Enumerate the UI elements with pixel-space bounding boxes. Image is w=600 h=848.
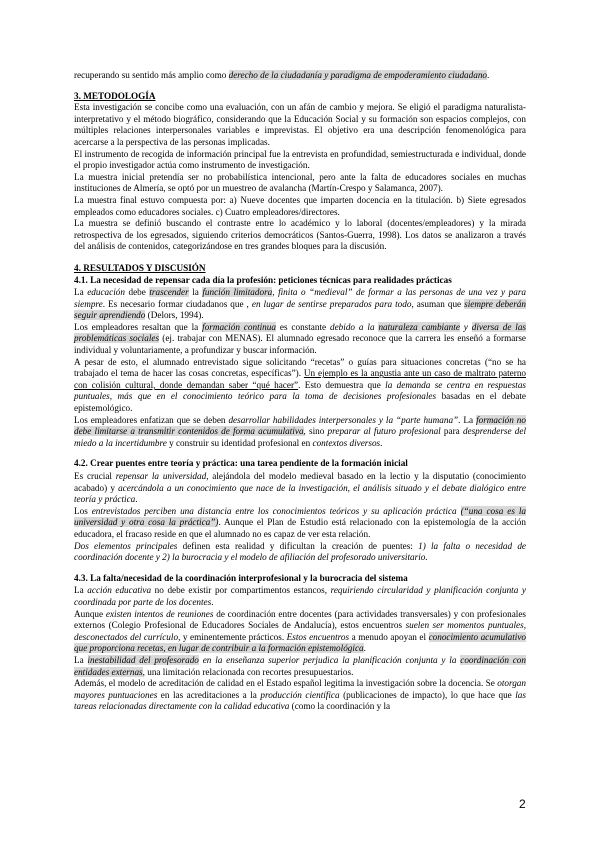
text-run: las tareas relacionadas directamente con la calidad educativa <box>74 689 526 712</box>
text-run: Los empleadores enfatizan que se deben <box>74 414 229 425</box>
text-run: para <box>440 426 463 437</box>
text-run: producción científica <box>260 689 340 700</box>
text-run: . <box>380 437 383 448</box>
text-run: desprenderse del miedo a la incertidumbre <box>74 426 526 448</box>
text-run: La <box>74 287 88 298</box>
paragraph: La muestra inicial pretendía ser no probabilística intencional, pero ante la falta de educadores sociales en muchas instituciones de Almería, se optó por un muestreo de avalancha (Martín-Crespo y Salamanca, 2007). <box>74 171 526 194</box>
text-run: Un ejemplo es la angustia ante un caso de maltrato paterno con colisión cultural, donde demandan saber “qué hacer” <box>74 368 527 390</box>
text-run: , sino <box>303 426 328 437</box>
text-run: Los <box>74 505 92 516</box>
text-run: otorgan mayores puntuaciones <box>74 678 526 700</box>
text-run: existen intentos de reuniones <box>105 608 214 619</box>
text-run: debido a la <box>330 321 379 332</box>
paragraph <box>74 609 526 655</box>
text-run: en las acreditaciones a la <box>157 689 261 700</box>
text-run: preparar al futuro profesional <box>327 426 441 437</box>
text-run: . Aunque el Plan de Estudio está relacionado con la epistemología de la acción educadora, el fracaso reside en que el alumnado no es capaz de ver esta relación. <box>74 517 526 539</box>
text-run: (como la coordinación y la <box>289 701 391 712</box>
paragraph: La muestra se definió buscando el contraste entre lo académico y lo laboral (docentes/empleadores) y la mirada retrospectiva de los egresados, siguiendo criterios democráticos (Santos-Guerra, 1998). Los datos se analizaron a través del análisis de contenidos, categorizándose en tres grandes bloques para la discusión. <box>74 218 526 252</box>
subsection-heading-4-2: 4.2. Crear puentes entre teoría y práctica: una tarea pendiente de la formación inicial <box>74 458 408 469</box>
paragraph <box>74 585 526 608</box>
text-run: entrevistados perciben una distancia entre los conocimientos teóricos y su aplicación práctica <box>91 505 461 516</box>
text-run: y <box>459 321 472 332</box>
text-run: educación <box>87 287 125 298</box>
text-run: la demanda se centra en respuestas puntuales, más que en el conocimiento teórico para la toma de decisiones profesionales <box>74 379 526 402</box>
text-run: trascender <box>149 287 189 298</box>
subsection-heading-4-1: 4.1. La necesidad de repensar cada día la profesión: peticiones técnicas para realidades prácticas <box>74 274 452 285</box>
text-run: coordinación con entidades externas <box>74 654 526 677</box>
text-run: siempre deberán seguir aprendiendo <box>74 298 526 321</box>
text-run: desarrollar habilidades interpersonales y la “parte humana” <box>228 414 459 425</box>
text-run: Aunque <box>74 608 106 619</box>
text-run: acercándola a un conocimiento que nace de la investigación, el análisis situado y el debate dialógico entre teoría y práctica <box>74 482 526 505</box>
text-run: (publicaciones de impacto), lo que hace que <box>339 689 516 700</box>
text-run: , asuman que <box>411 298 465 309</box>
text-run: . <box>211 596 214 607</box>
text-run: es constante <box>275 321 330 332</box>
text-run: A pesar de esto, el alumnado entrevistado sigue solicitando “recetas” o guías para situaciones concretas (“no se ha trabajado el tema de hacer las cosas concretas, específicas”). <box>74 356 526 379</box>
paragraph <box>74 287 526 322</box>
text-run: , alejándola del modelo medieval basado en la lectio y la disputatio (conocimiento acabado) y <box>74 471 526 493</box>
text-run: definen esta realidad y dificultan la creación de puentes: <box>177 540 419 551</box>
section-heading-resultados: 4. RESULTADOS Y DISCUSIÓN <box>74 262 206 273</box>
document-body <box>74 70 526 713</box>
paragraph: La muestra final estuvo compuesta por: a) Nueve docentes que imparten docencia en la titulación. b) Siete egresados empleados como educadores sociales. c) Cuatro empleadores/directores. <box>74 194 526 217</box>
text-run: no debe existir por compartimentos estancos, <box>151 585 331 596</box>
text-run: en la enseñanza superior perjudica la planificación conjunta y la <box>198 654 461 665</box>
text-run: , y eminentemente prácticos. <box>178 631 287 642</box>
paragraph <box>74 506 526 541</box>
text-run: de coordinación entre docentes (para actividades transversales) y con profesionales externos (Colegio Profesional de Educadores Sociales de Andalucía), estos encuentros <box>74 608 527 631</box>
text-run: Dos elementos principales <box>74 540 178 551</box>
paragraph <box>74 655 526 678</box>
text-run: diversa de las problemáticas sociales <box>74 321 527 344</box>
text-run: contextos diversos <box>312 437 381 448</box>
paragraph: El instrumento de recogida de información principal fue la entrevista en profundidad, semiestructurada e individual, donde el propio investigador actúa como instrumento de investigación. <box>74 148 526 171</box>
text-run: Además, el modelo de acreditación de calidad en el Estado español legitima la investigación sobre la docencia. Se <box>74 678 498 689</box>
text-run: . Esto demuestra que <box>298 379 386 390</box>
text-run: , una limitación relacionada con recortes presupuestarios. <box>142 666 354 677</box>
text-run: . Es necesario formar ciudadanos que , <box>102 298 252 309</box>
text-run: debe <box>124 287 150 298</box>
paragraph <box>74 471 526 506</box>
text-run: La <box>74 654 88 665</box>
text-run: Es crucial <box>74 471 116 481</box>
text-run: y construir su identidad profesional en <box>166 437 313 448</box>
paragraph <box>74 678 526 713</box>
text-run: naturaleza cambiante <box>378 321 460 332</box>
subsection-heading-4-3: 4.3. La falta/necesidad de la coordinación interprofesional y la burocracia del sistema <box>74 572 408 583</box>
text-run: La <box>74 585 88 596</box>
text-run: suelen ser momentos puntuales, desconectados del currículo <box>74 620 526 642</box>
page-number: 2 <box>519 797 526 811</box>
paragraph <box>74 415 526 450</box>
text-run: formación continua <box>202 321 276 332</box>
paragraph <box>74 322 526 357</box>
text-run: (“una cosa es la universidad y otra cosa la práctica”) <box>74 505 527 528</box>
text-run: en lugar de sentirse preparados para todo <box>251 298 412 309</box>
text-run: Estos encuentros <box>286 631 350 642</box>
text-run: repensar la universidad <box>115 471 207 481</box>
section-heading-metodologia: 3. METODOLOGÍA <box>74 90 156 101</box>
paragraph <box>74 357 526 415</box>
text-run: función limitadora <box>202 287 273 298</box>
paragraph: Esta investigación se concibe como una evaluación, con un afán de cambio y mejora. Se eligió el paradigma naturalista-interpretativo y el método biográfico, considerando que la Educación Social y su formación son espacios complejos, con múltiples relaciones interpersonales variables e imprevistas. El objetivo era una descripción fenomenológica para acercarse a la perspectiva de las personas implicadas. <box>74 102 526 147</box>
text-run: , finita o “medieval” de formar a las personas de una vez y para siempre <box>74 287 527 309</box>
text-run: (Delors, 1994). <box>145 310 204 321</box>
text-run: conocimiento acumulativo que proporciona recetas, en lugar de contribuir a la formación epistemológica <box>74 631 527 654</box>
text-run: inestabilidad del profesorado <box>87 654 199 665</box>
text-run: Los empleadores resaltan que la <box>74 321 203 332</box>
text-run: . La <box>458 414 477 425</box>
text-run: 1) la falta o necesidad de coordinación docente y 2) la burocracia y el modelo de afiliación del profesorado universitario. <box>74 540 526 563</box>
text-run: basadas en el debate epistemológico. <box>74 391 526 414</box>
text-run: . <box>363 643 366 654</box>
paragraph <box>74 541 526 564</box>
intro-paragraph: recuperando su sentido más amplio como derecho de la ciudadanía y paradigma de empoderamiento ciudadano. <box>74 70 490 80</box>
text-run: (ej. trabajar con MENAS). El alumnado egresado reconoce que la carrera les enseñó a formarse individual y voluntariamente, a profundizar y buscar información. <box>74 333 527 356</box>
text-run: . <box>135 494 138 505</box>
text-run: la <box>188 287 203 298</box>
text-run: requiriendo circularidad y planificación conjunta y coordinada por parte de los docentes <box>74 585 526 607</box>
text-run: formación no debe limitarse a transmitir contenidos de forma acumulativa <box>74 414 526 437</box>
text-run: a menudo apoyan el <box>349 631 429 642</box>
text-run: acción educativa <box>87 585 152 596</box>
